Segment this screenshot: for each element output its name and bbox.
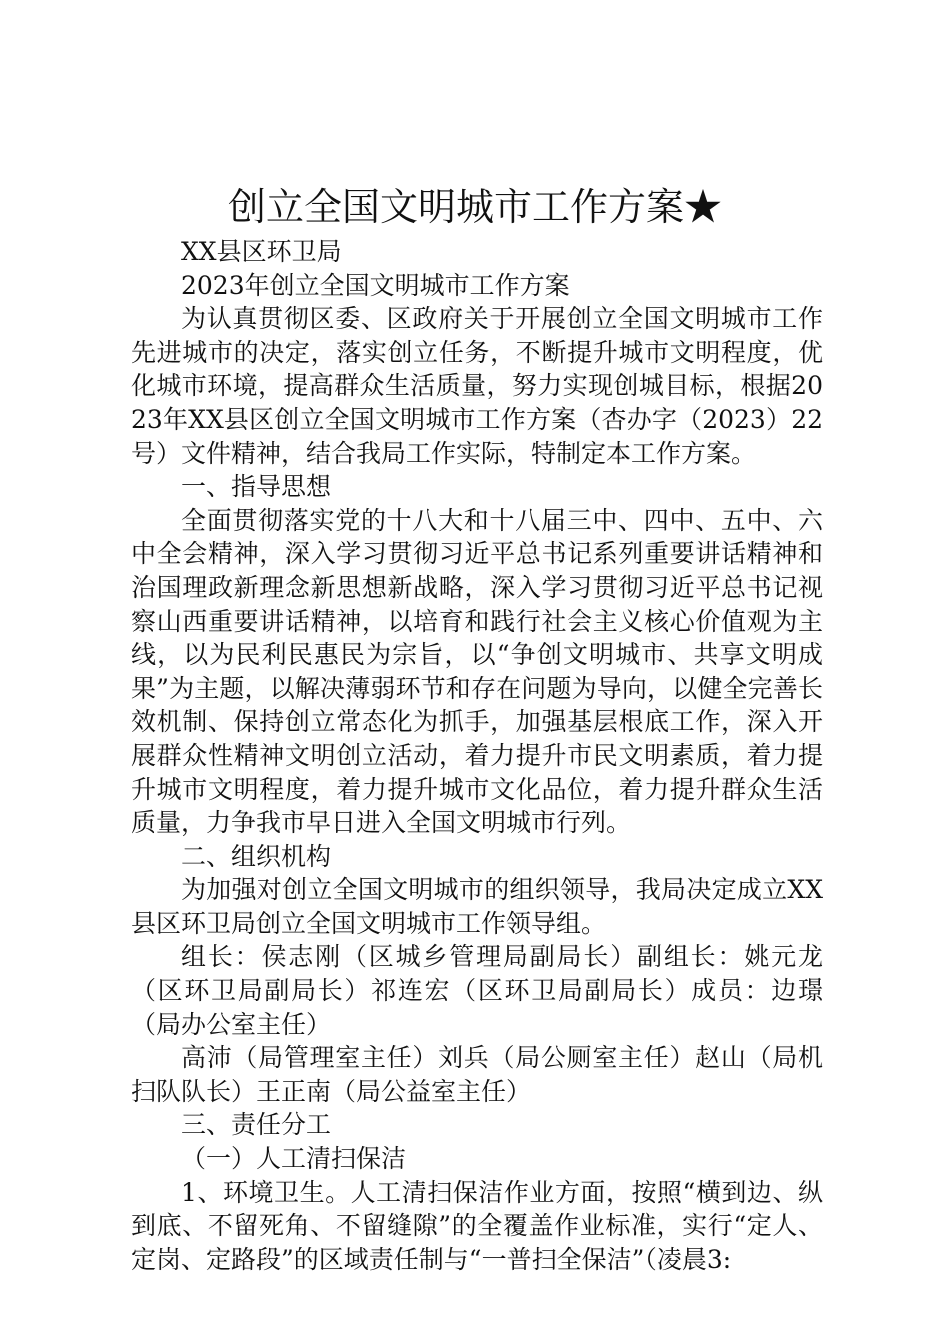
organization-paragraph: 为加强对创立全国文明城市的组织领导，我局决定成立XX县区环卫局创立全国文明城市工作领导组。 (131, 875, 823, 938)
guiding-thought-paragraph: 全面贯彻落实党的十八大和十八届三中、四中、五中、六中全会精神，深入学习贯彻习近平总书记系列重要讲话精神和治国理政新理念新思想新战略，深入学习贯彻习近平总书记视察山西重要讲话精神，以培育和践行社会主义核心价值观为主线，以为民利民惠民为宗旨，以“争创文明城市、共享文明成果”为主题，以解决薄弱环节和存在问题为导向，以健全完善长效机制、保持创立常态化为抓手，加强基层根底工作，深入开展群众性精神文明创立活动，着力提升市民文明素质，着力提升城市文明程度，着力提升城市文化品位，着力提升群众生活质量，力争我市早日进入全国文明城市行列。 (131, 505, 823, 838)
document-title: 创立全国文明城市工作方案★ (227, 185, 722, 229)
members-paragraph: 高沛（局管理室主任）刘兵（局公厕室主任）赵山（局机扫队队长）王正南（局公益室主任） (131, 1043, 823, 1106)
subtitle-line: 2023年创立全国文明城市工作方案 (181, 270, 570, 300)
document-body (131, 235, 823, 1276)
section-heading-organization: 二、组织机构 (181, 841, 332, 871)
section-heading-guiding-thought: 一、指导思想 (181, 472, 332, 502)
section-heading-responsibilities: 三、责任分工 (181, 1110, 332, 1140)
issuer-line: XX县区环卫局 (181, 237, 342, 266)
sanitation-paragraph: 1、环境卫生。人工清扫保洁作业方面，按照“横到边、纵到底、不留死角、不留缝隙”的全覆盖作业标准，实行“定人、定岗、定路段”的区域责任制与“一普扫全保洁”（凌晨3: (131, 1177, 823, 1274)
intro-paragraph: 为认真贯彻区委、区政府关于开展创立全国文明城市工作先进城市的决定，落实创立任务，不断提升城市文明程度，优化城市环境，提高群众生活质量，努力实现创城目标，根据2023年XX县区创立全国文明城市工作方案（杏办字（2023）22号）文件精神，结合我局工作实际，特制定本工作方案。 (131, 304, 823, 468)
subsection-heading-manual-cleaning: （一）人工清扫保洁 (181, 1144, 407, 1174)
leadership-paragraph: 组长：侯志刚（区城乡管理局副局长）副组长：姚元龙（区环卫局副局长）祁连宏（区环卫局副局长）成员：边璟（局办公室主任） (131, 942, 823, 1039)
